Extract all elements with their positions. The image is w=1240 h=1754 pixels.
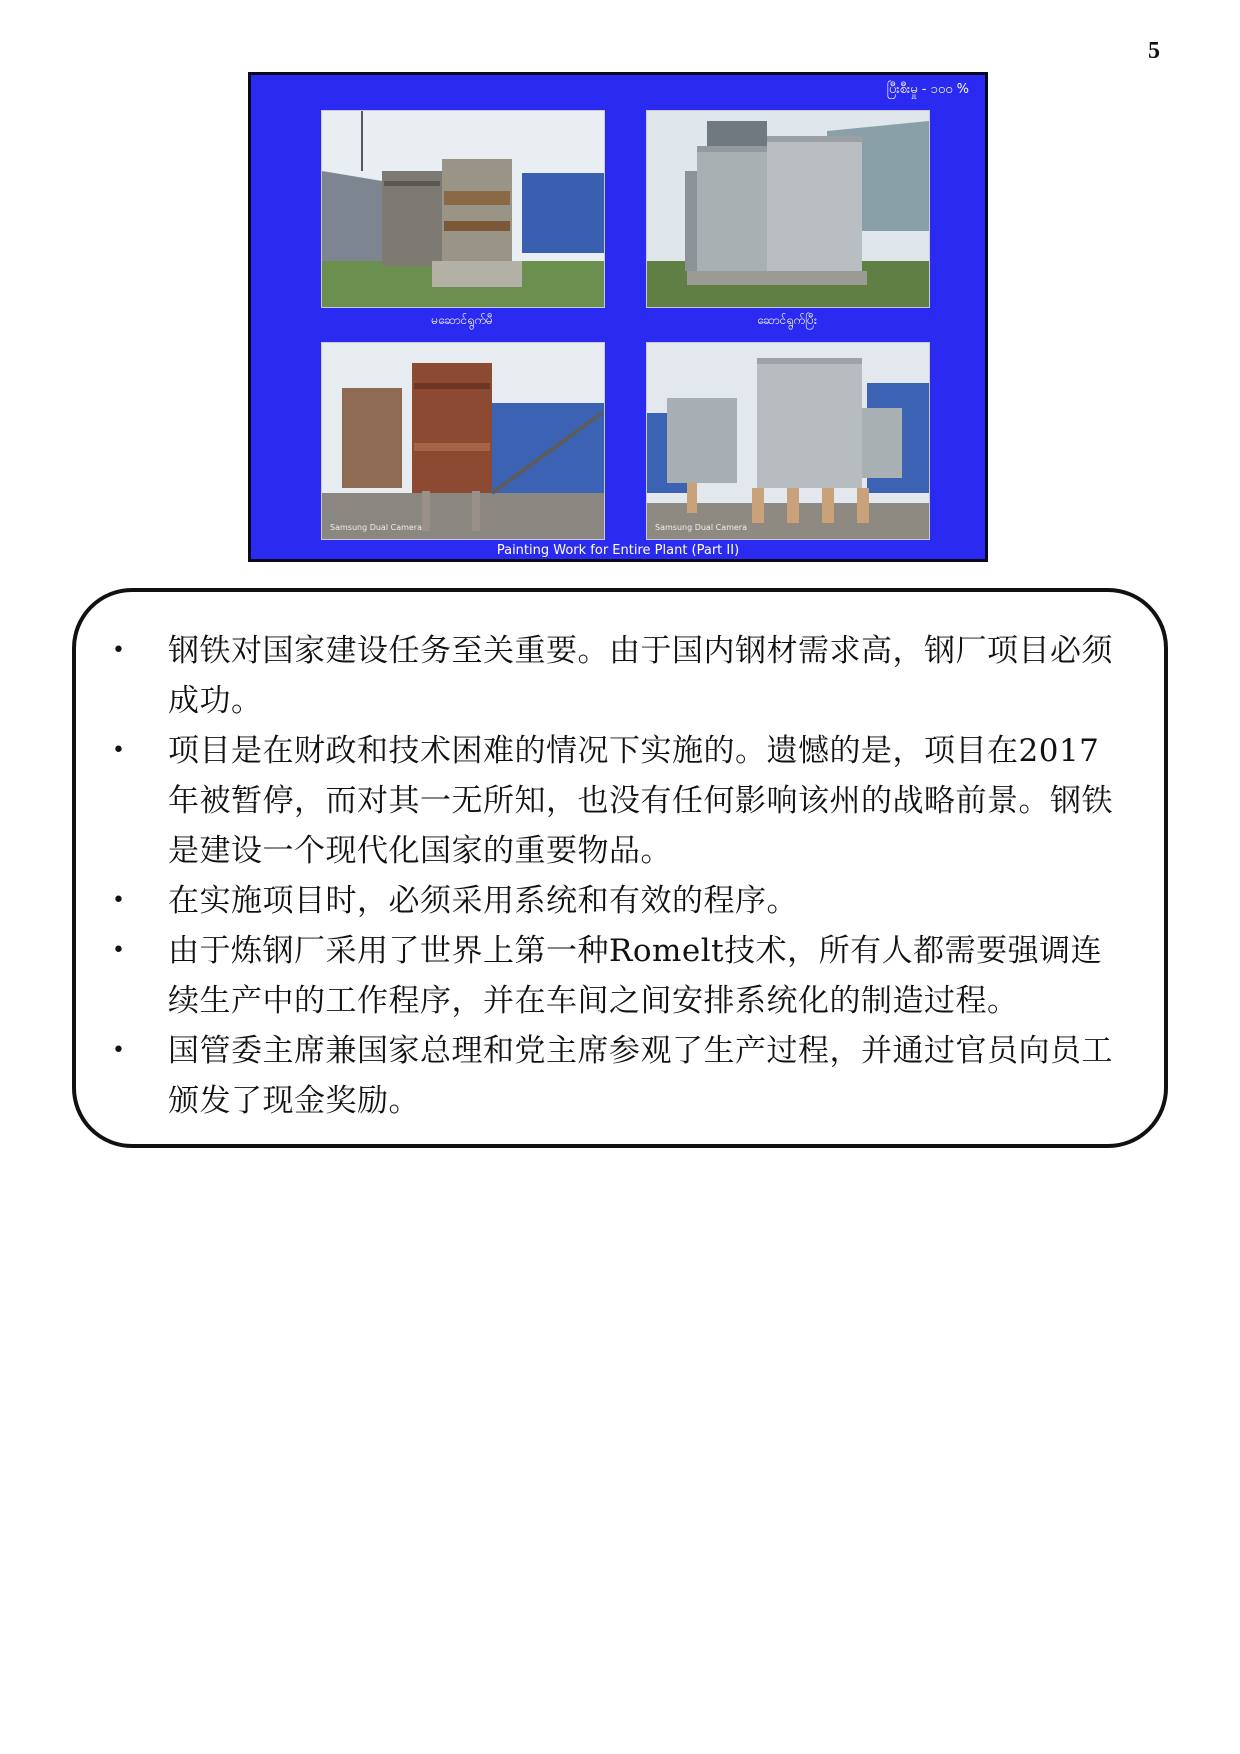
bullet-text: 钢铁对国家建设任务至关重要。由于国内钢材需求高，钢厂项目必须成功。 [168,633,1113,719]
slide-title: Painting Work for Entire Plant (Part II) [496,543,740,558]
bullet-list [106,626,1116,1126]
bullet-text: 国管委主席兼国家总理和党主席参观了生产过程，并通过官员向员工颁发了现金奖励。 [168,1033,1113,1119]
photo-before-top [321,110,605,308]
slide-image [248,72,988,562]
list-item [106,726,1116,876]
list-item [106,926,1116,1026]
completion-label: ပြီးစီးမှု - ၁၀၀ % [886,82,969,97]
bullet-icon: • [112,738,126,763]
camera-stamp: Samsung Dual Camera [655,523,747,532]
caption-after: ဆောင်ရွက်ပြီး [757,313,817,327]
bullet-icon: • [112,938,126,963]
photo-before-bottom [321,342,605,540]
caption-before: မဆောင်ရွက်မီ [431,313,493,327]
photo-after-top [646,110,930,308]
list-item [106,1026,1116,1126]
camera-stamp: Samsung Dual Camera [330,523,422,532]
list-item [106,626,1116,726]
bullet-icon: • [112,1038,126,1063]
bullet-text: 项目是在财政和技术困难的情况下实施的。遗憾的是，项目在2017年被暂停，而对其一无所知，也没有任何影响该州的战略前景。钢铁是建设一个现代化国家的重要物品。 [168,733,1113,869]
bullet-text: 由于炼钢厂采用了世界上第一种Romelt技术，所有人都需要强调连续生产中的工作程序，并在车间之间安排系统化的制造过程。 [168,933,1103,1019]
bullet-icon: • [112,888,126,913]
bullet-text: 在实施项目时，必须采用系统和有效的程序。 [168,883,798,919]
summary-box [72,588,1168,1148]
page-number: 5 [1148,38,1160,64]
bullet-icon: • [112,638,126,663]
photo-after-bottom [646,342,930,540]
list-item [106,876,1116,926]
